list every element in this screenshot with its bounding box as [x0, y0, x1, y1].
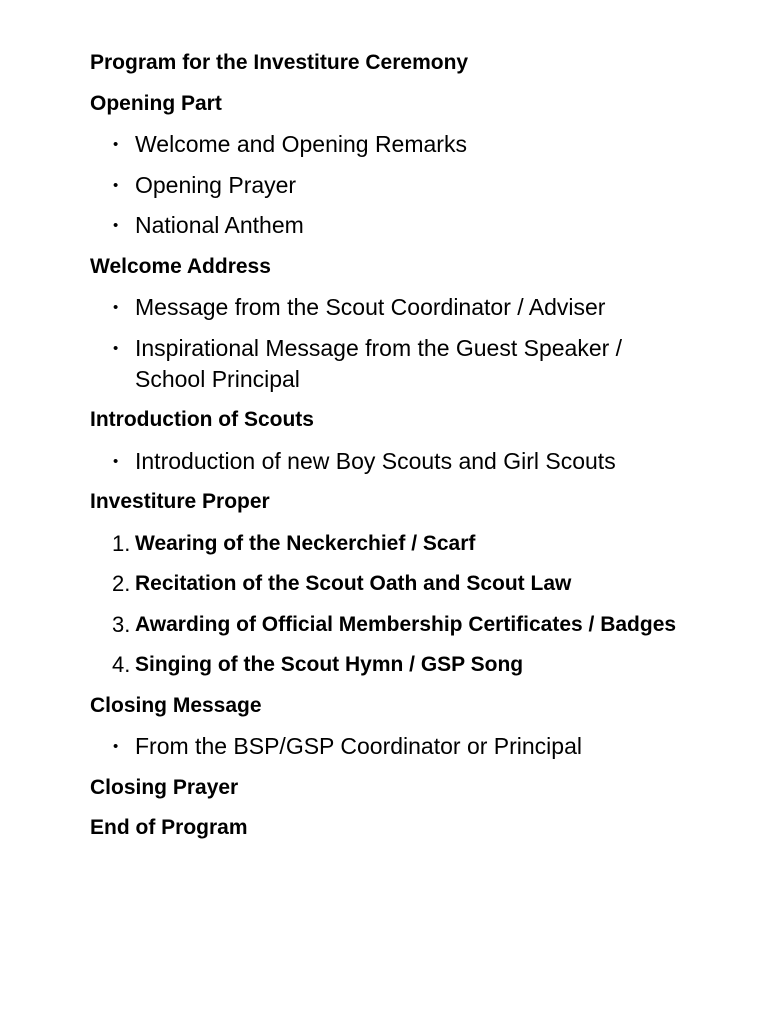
list-item-text: Message from the Scout Coordinator / Adviser [135, 294, 606, 320]
list-item [90, 333, 690, 395]
welcome-list [90, 292, 690, 395]
bullet-icon: • [113, 738, 119, 755]
item-number: 1. [112, 530, 131, 556]
list-item [90, 170, 690, 201]
section-heading-opening: Opening Part [90, 91, 222, 115]
bullet-icon: • [113, 136, 119, 153]
bullet-icon: • [113, 452, 119, 470]
numbered-item-text: Recitation of the Scout Oath and Scout Law [135, 572, 572, 595]
section-heading-investiture: Investiture Proper [90, 490, 270, 513]
list-item-text: National Anthem [135, 212, 304, 238]
bullet-icon: • [113, 217, 119, 234]
numbered-item-text: Wearing of the Neckerchief / Scarf [135, 531, 476, 555]
section-heading-closing-prayer: Closing Prayer [90, 775, 239, 799]
closing-message-list [90, 731, 690, 762]
list-item [90, 731, 690, 762]
introduction-list [90, 446, 690, 477]
bullet-icon: • [113, 176, 119, 194]
document-body [90, 48, 690, 854]
opening-list [90, 129, 690, 241]
list-item-text: Welcome and Opening Remarks [135, 131, 467, 157]
numbered-item [90, 609, 690, 640]
list-item-text: From the BSP/GSP Coordinator or Principal [135, 733, 582, 759]
numbered-item [90, 568, 690, 599]
bullet-icon: • [113, 299, 119, 316]
numbered-item [90, 649, 690, 680]
list-item [90, 446, 690, 477]
numbered-item-text: Awarding of Official Membership Certificates / Badges [135, 612, 677, 636]
document-title: Program for the Investiture Ceremony [90, 51, 469, 74]
list-item [90, 292, 690, 323]
list-item-text: Inspirational Message from the Guest Speaker / School Principal [135, 334, 623, 392]
investiture-list [90, 528, 690, 681]
item-number: 2. [112, 571, 131, 596]
list-item-text: Introduction of new Boy Scouts and Girl Scouts [135, 447, 616, 474]
section-heading-closing-message: Closing Message [90, 693, 262, 717]
bullet-icon: • [113, 339, 119, 357]
list-item [90, 129, 690, 160]
section-heading-introduction: Introduction of Scouts [90, 408, 314, 431]
section-heading-end: End of Program [90, 816, 248, 839]
numbered-item-text: Singing of the Scout Hymn / GSP Song [135, 653, 524, 676]
list-item-text: Opening Prayer [135, 171, 297, 198]
list-item [90, 210, 690, 241]
section-heading-welcome: Welcome Address [90, 254, 271, 278]
item-number: 3. [112, 611, 131, 637]
numbered-item [90, 528, 690, 559]
item-number: 4. [112, 652, 131, 677]
